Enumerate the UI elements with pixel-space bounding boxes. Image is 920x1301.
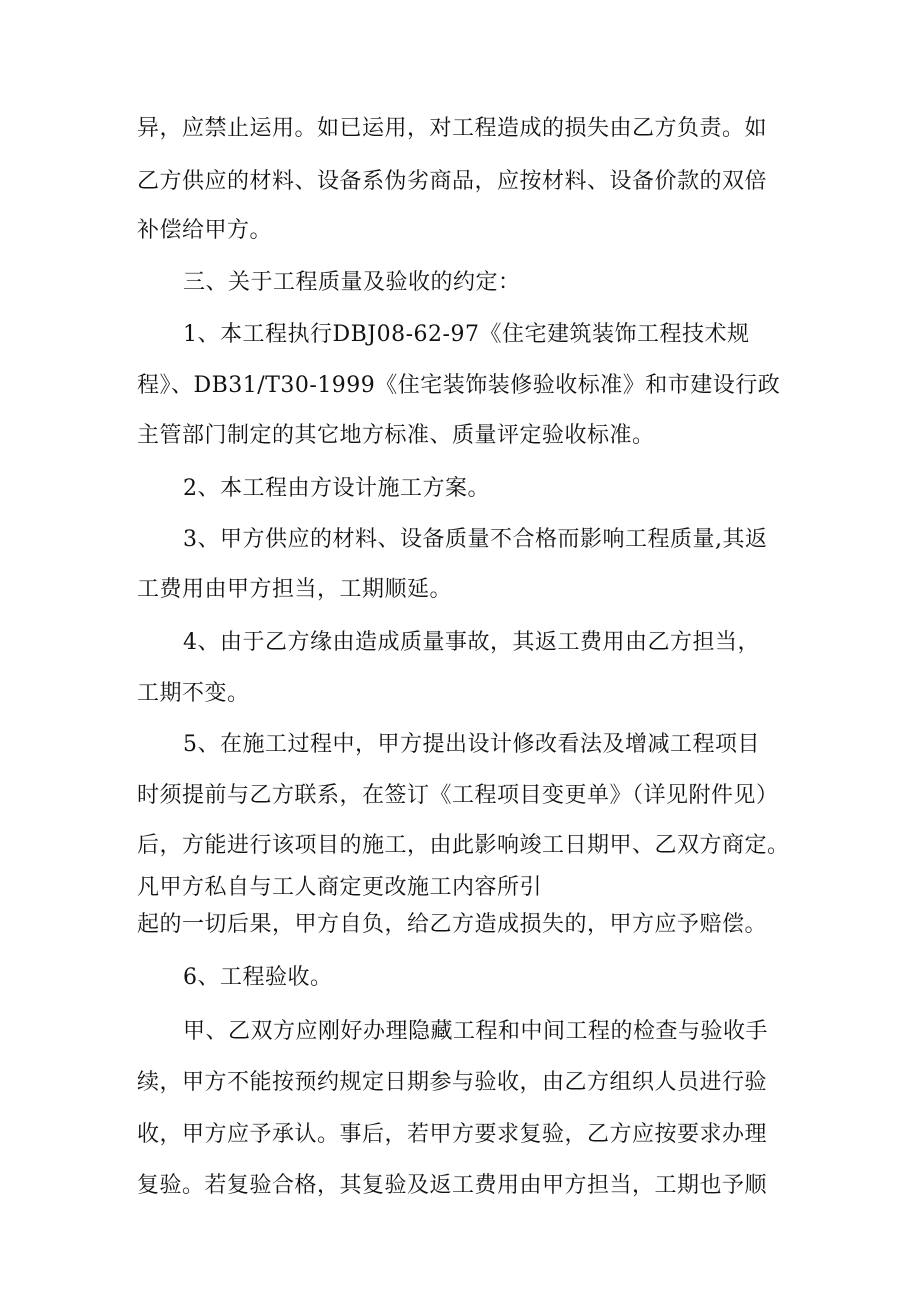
text-line: 补偿给甲方。 (137, 218, 273, 243)
text-line: 工费用由甲方担当，工期顺延。 (137, 577, 453, 602)
text-line: 时须提前与乙方联系，在签订《工程项目变更单》（详见附件见） (137, 783, 779, 808)
text-line: 主管部门制定的其它地方标准、质量评定验收标准。 (137, 423, 655, 448)
text-line: 复验。若复验合格，其复验及返工费用由甲方担当，工期也予顺 (137, 1173, 768, 1198)
text-line: 6、工程验收。 (183, 965, 333, 990)
text-line: 2、本工程由方设计施工方案。 (183, 476, 490, 501)
text-line: 起的一切后果，甲方自负，给乙方造成损失的，甲方应予赔偿。 (137, 912, 768, 937)
text-line: 1、本工程执行DBJ08-62-97《住宅建筑装饰工程技术规 (183, 322, 750, 347)
text-line: 4、由于乙方缘由造成质量事故，其返工费用由乙方担当， (183, 630, 760, 655)
text-line: 工期不变。 (137, 681, 250, 706)
text-line: 5、在施工过程中，甲方提出设计修改看法及增减工程项目 (183, 732, 760, 757)
section-heading: 三、关于工程质量及验收的约定： (183, 270, 521, 295)
text-line: 程》、DB31/T30-1999《住宅装饰装修验收标准》和市建设行政 (137, 373, 781, 398)
text-line: 收，甲方应予承认。事后，若甲方要求复验，乙方应按要求办理 (137, 1122, 768, 1147)
text-line: 凡甲方私自与工人商定更改施工内容所引 (137, 875, 543, 900)
text-line: 3、甲方供应的材料、设备质量不合格而影响工程质量,其返 (183, 527, 768, 552)
text-line: 续，甲方不能按预约规定日期参与验收，由乙方组织人员进行验 (137, 1070, 768, 1095)
text-line: 异，应禁止运用。如已运用，对工程造成的损失由乙方负责。如 (137, 116, 768, 141)
text-line: 乙方供应的材料、设备系伪劣商品，应按材料、设备价款的双倍 (137, 169, 768, 194)
text-line: 后，方能进行该项目的施工，由此影响竣工日期甲、乙双方商定。 (137, 833, 790, 858)
text-line: 甲、乙双方应刚好办理隐藏工程和中间工程的检查与验收手 (183, 1019, 769, 1044)
